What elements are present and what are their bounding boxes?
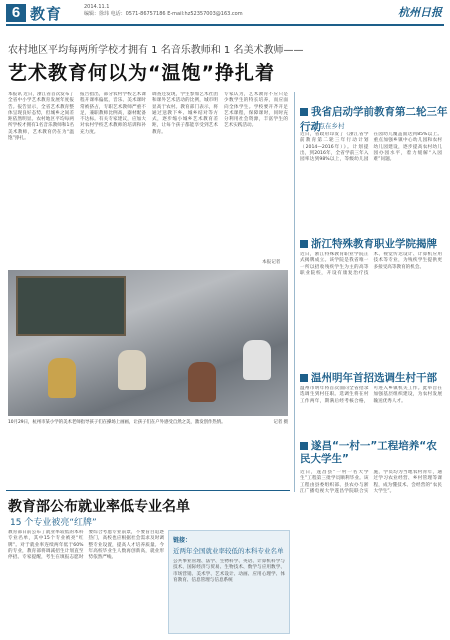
square-bullet-icon: [300, 108, 308, 116]
square-bullet-icon: [300, 240, 308, 248]
sidebar-story3-text: 温州市明年将首次面向全省招录选调生到村任职。选调生将在村工作两年，期满后经考核合格，可进入乡镇机关工作。此举旨在加强基层组织建设，为农村发展输送优秀人才。: [300, 386, 442, 404]
sidebar-story2-title-text: 浙江特殊教育职业学院揭牌: [311, 238, 437, 250]
photo-credit: 记者 摄: [273, 420, 288, 425]
sidebar-story3-title: [300, 370, 437, 385]
column-divider: [294, 92, 295, 492]
lead-column-2: 报告指出，部分农村学校艺术课程开课率偏低，音乐、美术课时常被挤占，专职艺术教师严重不足，兼职教师比例高，器材配备不达标。有关专家建议，应加大对农村学校艺术教师的培训和补充力度。: [80, 92, 146, 135]
lead-photo: [8, 270, 288, 416]
sidebar-story1-subtitle: 重点在乡村: [312, 122, 345, 130]
bottom-article-text: 教育部日前公布了就业率较低的本科专业名单，其中15个专业被亮“红牌”。对于就业率连续两年低于60%的专业，教育部将调减招生计划直至停招。专家提醒，考生在填报志愿时要综合考虑专业前景，不要盲目追逐热门，高校也应根据社会需求及时调整专业设置，提高人才培养质量。今年高校毕业生人数再创新高，就业形势依然严峻。: [8, 530, 164, 561]
photo-caption: [8, 420, 288, 426]
email: E-mail:hz52357003@163.com: [167, 11, 243, 17]
section-title: 教育: [30, 5, 63, 23]
square-bullet-icon: [300, 374, 308, 382]
sidebar-story4-title: [300, 440, 445, 466]
bottom-headline: 教育部公布就业率低专业名单: [8, 499, 190, 515]
sidebar-story2-title: [300, 236, 437, 251]
sidebar-story3-title-text: 温州明年首招选调生村干部: [311, 372, 437, 384]
page-number: 6: [6, 4, 26, 22]
photo-caption-text: 10月29日，杭州市某小学的美术老师指导孩子们在操场上画画，让孩子们在户外感受自然之美，激发创作热情。: [8, 420, 226, 425]
header-rule: [6, 24, 444, 26]
editor: 编辑：徐玮: [84, 11, 110, 17]
sidebar-story4-title-text: 遂昌“一村一”工程培养“农民大学生”: [300, 440, 437, 465]
related-text: 公共事业管理、法学、生物科学、英语、计算机科学与技术、国际经济与贸易、生物技术、数学与应用数学、市场营销、美术学、艺术设计、动画、应用心理学、体育教育、信息管理与信息系统: [173, 559, 285, 583]
related-box: [168, 530, 290, 634]
lead-column-3: 调查还发现，学生参加艺术社团和课外艺术活动的比例，城市明显高于农村。教育部门表示，将通过送教下乡、城乡结对等方式，逐步缩小城乡艺术教育差距，让每个孩子都能享受到艺术教育。: [152, 92, 218, 135]
sidebar-story2-text: 近日，浙江特殊教育职业学院正式揭牌成立。该学院是我省唯一一所以招收残疾学生为主的高等职业院校，开设有康复治疗技术、视觉传达设计、计算机应用技术等专业，为残疾学生提供更多接受高等教育的机会。: [300, 252, 442, 276]
photo-child: [118, 350, 146, 390]
bottom-rule: [6, 490, 290, 491]
phone: 电话：0571-86757186: [110, 11, 166, 17]
related-title: 近两年全国就业率较低的本科专业名单: [173, 547, 284, 555]
header-meta: [84, 4, 243, 18]
sidebar-story1-text: 近日，省政府印发了《浙江省学前教育第二轮三年行动计划（2014—2016年）》。计划提出，到2016年，全省学前三年入园率达到98%以上，等级幼儿园在园幼儿覆盖面达到85%以上。重点加强乡镇中心幼儿园和农村幼儿园建设，逐步提高农村幼儿园办园水平，着力缓解“入园难”问题。: [300, 132, 442, 163]
lead-author: 本报记者: [262, 260, 281, 265]
lead-headline: 艺术教育何以为“温饱”挣扎着: [8, 62, 275, 84]
sidebar-story1-title-text: 我省启动学前教育第二轮三年行动: [300, 106, 448, 133]
bottom-subheadline: 15 个专业被亮“红牌”: [10, 518, 97, 528]
issue-date: 2014.11.1: [84, 4, 110, 10]
photo-child: [48, 358, 76, 398]
photo-child: [243, 340, 271, 380]
lead-column-4: 专家认为，艺术教育不应只是少数学生的特长培养，而应面向全体学生。学校要开齐开足艺术课程，保障课时，同时充分利用社会资源，丰富学生的艺术实践活动。: [224, 92, 288, 129]
newspaper-name: 杭州日报: [398, 6, 442, 19]
sidebar-story4-text: 近日，遂昌县“一村一名大学生”工程第三批学员顺利毕业。该工程由县委组织部、县农办与浙江广播电视大学遂昌学院联合实施，学员均为当地农村青年，通过学习农业经营、乡村管理等课程，成为懂技术、会经营的“农民大学生”。: [300, 470, 442, 494]
square-bullet-icon: [300, 442, 308, 450]
lead-kicker: 农村地区平均每两所学校才拥有 1 名音乐教师和 1 名美术教师——: [8, 45, 304, 56]
photo-child: [188, 362, 216, 402]
lead-column-1: 本报讯 近日，浙江省首次发布了全省中小学艺术教育发展年度报告。报告显示，全省艺术教育整体呈现良好态势，但城乡之间差距依然明显。农村地区平均每两所学校才拥有1名音乐教师和1名美术教师，艺术教育仍在为“温饱”挣扎。: [8, 92, 74, 142]
related-label: 链接：: [173, 537, 192, 544]
photo-blackboard: [16, 276, 126, 336]
